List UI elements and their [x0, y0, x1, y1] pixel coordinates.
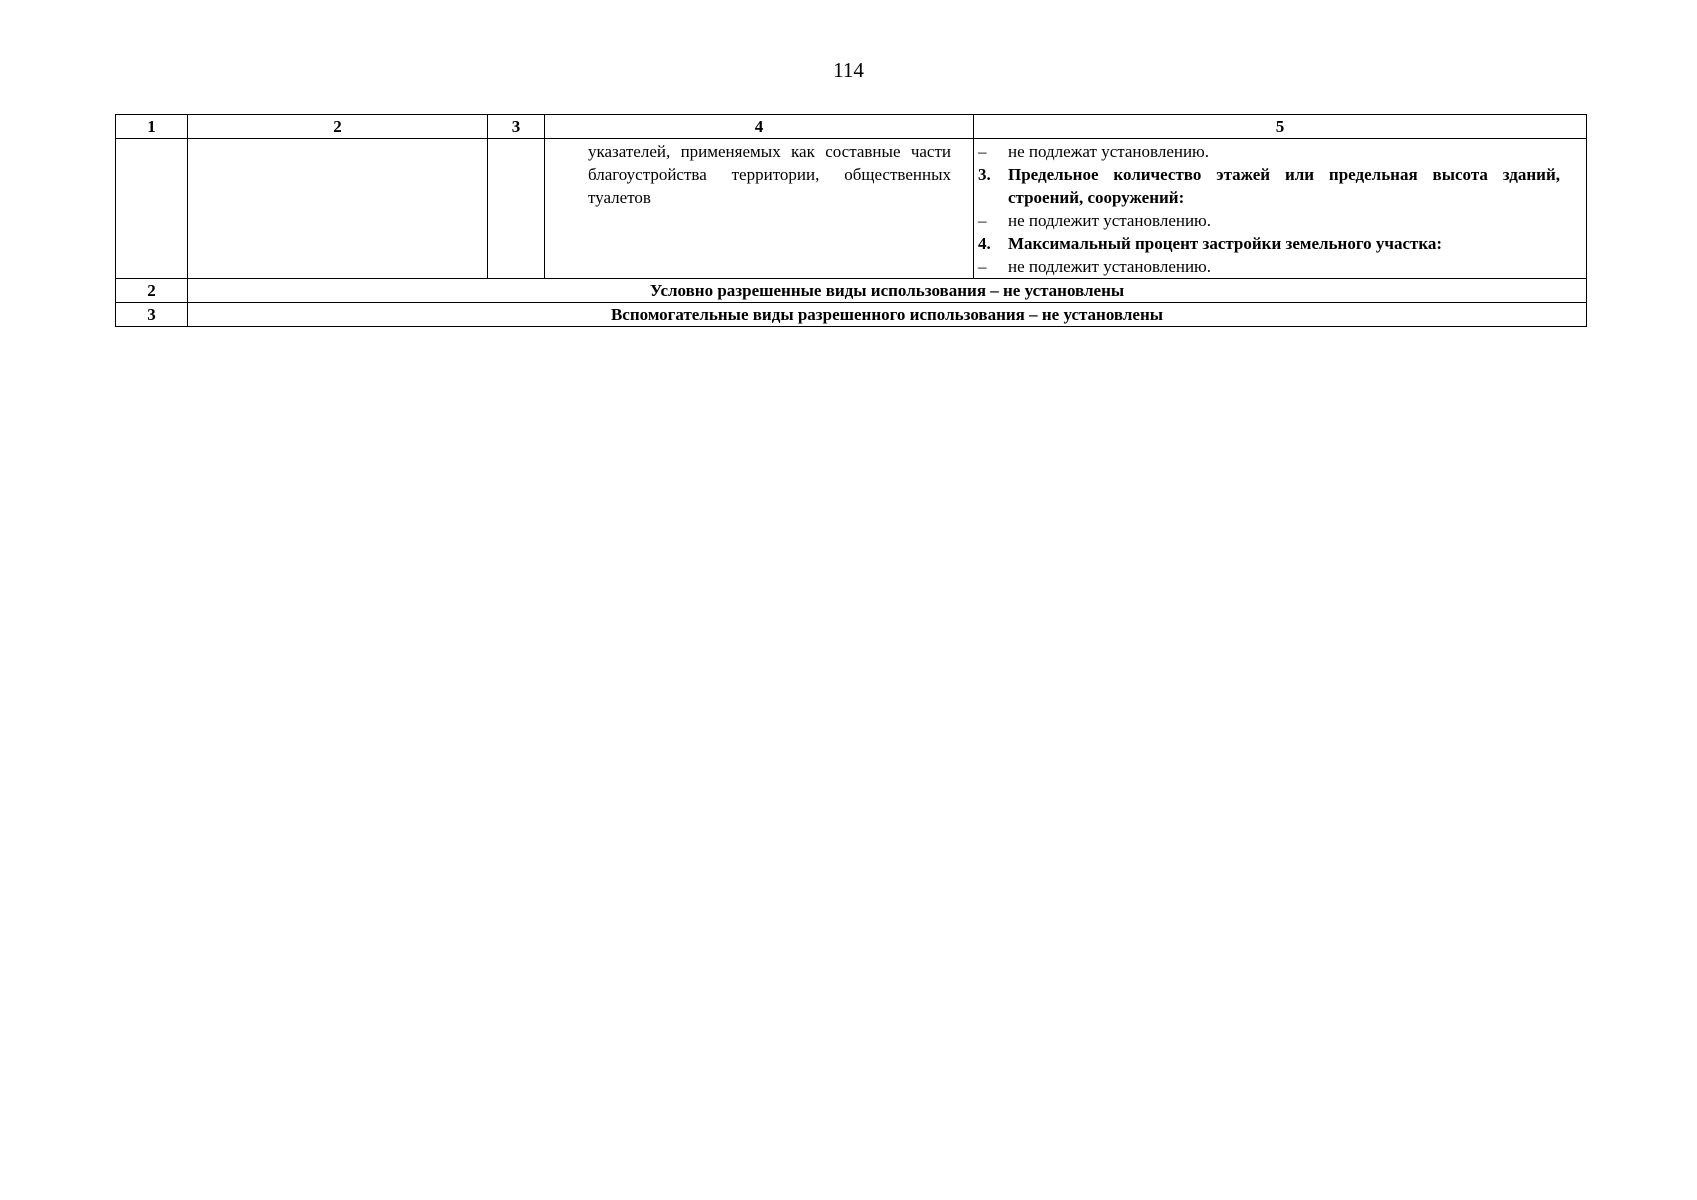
header-cell: 3	[488, 115, 545, 139]
parameter-text: не подлежит установлению.	[1008, 257, 1212, 276]
parameter-heading-text: Максимальный процент застройки земельного участка:	[1008, 234, 1443, 253]
section-title: Вспомогательные виды разрешенного использования – не установлены	[188, 303, 1587, 327]
parameters-cell	[974, 139, 1587, 279]
list-marker: 3.	[978, 165, 991, 184]
parameter-heading	[978, 232, 1560, 255]
parameter-item	[978, 209, 1560, 232]
permitted-use-description: указателей, применяемых как составные части благоустройства территории, общественных туалетов	[545, 139, 974, 279]
parameter-item	[978, 255, 1560, 278]
header-cell: 2	[188, 115, 488, 139]
table-header-row	[116, 115, 1587, 139]
table-cell-empty	[188, 139, 488, 279]
parameter-heading-text: Предельное количество этажей или предельная высота зданий, строений, сооружений:	[1008, 165, 1560, 207]
list-marker: 4.	[978, 234, 991, 253]
parameter-text: не подлежат установлению.	[1008, 142, 1210, 161]
header-cell: 4	[545, 115, 974, 139]
table-cell-empty	[116, 139, 188, 279]
header-cell: 1	[116, 115, 188, 139]
list-marker: –	[978, 257, 987, 276]
page-number: 114	[833, 58, 864, 82]
table-cell-empty	[488, 139, 545, 279]
parameter-heading	[978, 163, 1560, 209]
section-title: Условно разрешенные виды использования – не установлены	[188, 279, 1587, 303]
list-marker: –	[978, 142, 987, 161]
row-number: 2	[116, 279, 188, 303]
table-row	[116, 139, 1587, 279]
list-marker: –	[978, 211, 987, 230]
parameter-text: не подлежит установлению.	[1008, 211, 1212, 230]
table-row	[116, 279, 1587, 303]
parameter-item	[978, 140, 1560, 163]
row-number: 3	[116, 303, 188, 327]
zoning-table	[115, 114, 1587, 327]
header-cell: 5	[974, 115, 1587, 139]
table-row	[116, 303, 1587, 327]
